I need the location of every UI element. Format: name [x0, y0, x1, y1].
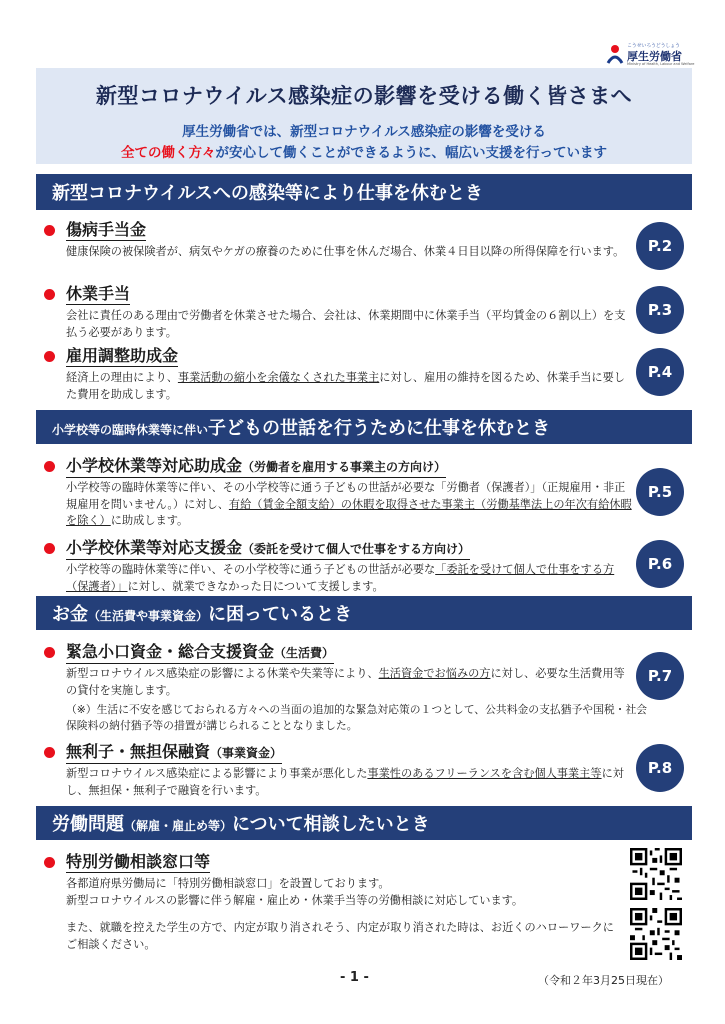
page-link-badge[interactable]: P.8	[636, 744, 684, 792]
page-number: - 1 -	[340, 970, 369, 985]
logo-rubi: こうせいろうどうしょう	[627, 43, 680, 49]
body-underlined: 「委託を受けて個人で仕事をする方（保護者）」	[66, 563, 615, 593]
section-title-small: （生活費や事業資金）	[88, 609, 209, 623]
item-title-suffix: 等	[194, 852, 211, 871]
bullet-icon	[44, 289, 55, 300]
item-body: 会社に責任のある理由で労働者を休業させた場合、会社は、休業期間中に休業手当（平均賃金の６割以上）を支払う必要があります。	[66, 309, 626, 339]
item-title-small: （委託を受けて個人で仕事をする方向け）	[242, 542, 471, 556]
section-title	[52, 810, 430, 836]
body-text: 小学校等の臨時休業等に伴い、その小学校等に通う子どもの世話が必要な	[66, 563, 436, 576]
body-text: 新型コロナウイルス感染症による影響により事業が悪化した	[66, 767, 368, 780]
bullet-icon	[44, 857, 55, 868]
body-underlined: 事業性のあるフリーランスを含む個人事業主等	[367, 767, 602, 780]
item-title	[66, 538, 470, 560]
bullet-icon	[44, 543, 55, 554]
body-underlined: 有給（賃金全額支給）の休暇を取得させた事業主（労働基準法上の年次有給休暇を除く）	[66, 497, 632, 527]
section-header-childcare	[36, 410, 692, 444]
hero-highlight: 全ての働く方々	[121, 145, 216, 161]
section-title-main: お金	[52, 604, 88, 625]
bullet-icon	[44, 225, 55, 236]
list-item-consultation	[44, 852, 614, 962]
logo-name: 厚生労働省	[627, 50, 682, 63]
item-body	[66, 480, 632, 530]
bullet-icon	[44, 461, 55, 472]
bullet-icon	[44, 747, 55, 758]
mhlw-logo	[606, 42, 702, 68]
page-link-badge[interactable]: P.3	[636, 286, 684, 334]
item-title	[66, 852, 210, 873]
item-note: （※）生活に不安を感じておられる方々への当面の追加的な緊急対応策の１つとして、公共料金の支払猶予や国税・社会保険料の納付猶予等の措置が講じられることとなりました。	[66, 703, 648, 732]
section-title	[52, 414, 550, 440]
list-item-school-support	[44, 538, 634, 598]
qr-code-icon[interactable]	[630, 848, 682, 900]
item-body: 健康保険の被保険者が、病気やケガの療養のために仕事を休んだ場合、休業４日目以降の所得保障を行います。	[66, 245, 625, 258]
list-item-sickness-allowance	[44, 220, 634, 280]
item-title: 傷病手当金	[66, 220, 147, 239]
item-body-2: また、就職を控えた学生の方で、内定が取り消されそう、内定が取り消された時は、お近くのハローワークにご相談ください。	[66, 921, 614, 951]
body-underlined: 生活資金でお悩みの方	[378, 667, 491, 680]
page-link-badge[interactable]: P.4	[636, 348, 684, 396]
section-title-small: （解雇・雇止め等）	[124, 819, 233, 833]
list-item-school-subsidy	[44, 456, 634, 536]
list-item-leave-allowance	[44, 284, 634, 344]
body-text: に対し、雇用の維持を図るため、休業手当に要した費用を助成します。	[66, 371, 625, 401]
page-link-badge[interactable]: P.7	[636, 652, 684, 700]
item-title-small: （生活費）	[274, 646, 335, 660]
section-header-money	[36, 596, 692, 630]
item-title: 休業手当	[66, 284, 131, 303]
item-title-small: （事業資金）	[210, 746, 283, 760]
item-body	[66, 562, 632, 595]
item-title-main: 小学校休業等対応助成金	[66, 456, 243, 475]
list-item-loan	[44, 742, 634, 802]
bullet-icon	[44, 351, 55, 362]
page-title: 新型コロナウイルス感染症の影響を受ける働く皆さまへ	[95, 84, 633, 108]
section-title-main: に困っているとき	[208, 604, 353, 625]
section-title	[52, 600, 352, 626]
bullet-icon	[44, 647, 55, 658]
body-underlined: 事業活動の縮小を余儀なくされた事業主	[177, 371, 380, 384]
section-title: 新型コロナウイルスへの感染等により仕事を休むとき	[52, 183, 483, 204]
hero-subtitle-line1: 厚生労働省では、新型コロナウイルス感染症の影響を受ける	[182, 124, 546, 140]
item-title: 雇用調整助成金	[66, 346, 179, 365]
item-title-small: （労働者を雇用する事業主の方向け）	[242, 460, 447, 474]
item-title	[66, 456, 446, 478]
item-title	[66, 642, 334, 664]
item-body	[66, 766, 632, 799]
list-item-emergency-fund	[44, 642, 634, 704]
section-title-main: 労働問題	[52, 814, 124, 835]
body-text: に対し、必要な生活費用等の貸付を実施します。	[66, 667, 625, 697]
item-body	[66, 666, 632, 699]
qr-code-icon[interactable]	[630, 908, 682, 960]
section-header-labor-issues	[36, 806, 692, 840]
item-body	[66, 370, 632, 403]
hero-subtitle-rest: が安心して働くことができるように、幅広い支援を行っています	[215, 145, 607, 161]
body-text: に対し、就業できなかった日について支援します。	[127, 579, 384, 593]
page-link-badge[interactable]: P.2	[636, 222, 684, 270]
item-title-main: 小学校休業等対応支援金	[66, 538, 243, 557]
item-title	[66, 742, 282, 764]
section-header-infection	[36, 174, 692, 210]
mhlw-logo-icon	[606, 43, 624, 65]
page-link-badge[interactable]: P.5	[636, 468, 684, 516]
item-title-main: 緊急小口資金・総合支援資金	[66, 642, 275, 661]
list-item-employment-subsidy	[44, 346, 634, 406]
section-title-small: 小学校等の臨時休業等に伴い	[52, 423, 209, 437]
logo-english-name: Ministry of Health, Labour and Welfare	[627, 62, 695, 66]
item-body: 各都道府県労働局に「特別労働相談窓口」を設置しております。 新型コロナウイルスの影響に伴う解雇・雇止め・休業手当等の労働相談に対応しています。	[66, 877, 524, 907]
page-link-badge[interactable]: P.6	[636, 540, 684, 588]
body-text: に対し、無担保・無利子で融資を行います。	[66, 767, 624, 797]
body-text: 新型コロナウイルス感染症の影響による休業や失業等により、	[66, 667, 379, 680]
hero-banner	[36, 68, 692, 164]
body-text: 小学校等の臨時休業等に伴い、その小学校等に通う子どもの世話が必要な「労働者（保護者）」（正規雇用・非正規雇用を問いません。）に対し、	[66, 481, 626, 511]
as-of-date: （令和２年3月25日現在）	[538, 974, 669, 987]
body-text: 経済上の理由により、	[66, 371, 178, 384]
item-title-main: 無利子・無担保融資	[66, 742, 211, 761]
body-text: に助成します。	[110, 514, 189, 527]
hero-subtitle-line2	[36, 141, 692, 161]
section-title-main: 子どもの世話を行うために仕事を休むとき	[208, 418, 551, 439]
item-title-main: 特別労働相談窓口	[66, 852, 195, 871]
section-title-main: について相談したいとき	[232, 814, 430, 835]
